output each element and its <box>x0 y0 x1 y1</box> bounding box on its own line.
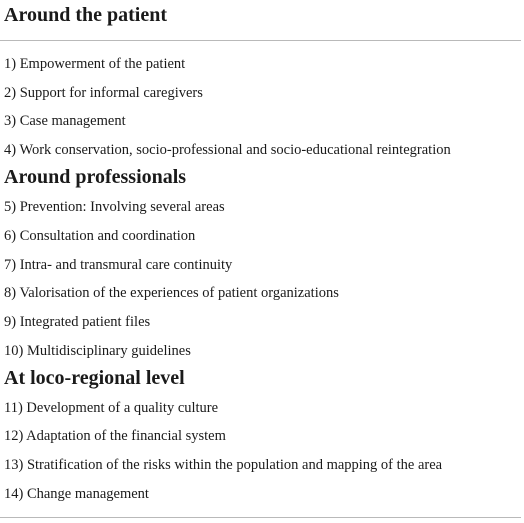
list-item: 11) Development of a quality culture <box>4 400 219 416</box>
bottom-rule <box>0 517 521 518</box>
list-item: 13) Stratification of the risks within the population and mapping of the area <box>4 457 443 473</box>
list-item: 1) Empowerment of the patient <box>4 56 186 72</box>
list-item: 8) Valorisation of the experiences of patient organizations <box>4 285 339 301</box>
section-heading-around-professionals: Around professionals <box>4 166 187 188</box>
list-item: 7) Intra- and transmural care continuity <box>4 257 233 273</box>
list-item: 2) Support for informal caregivers <box>4 85 203 101</box>
section-heading-around-patient: Around the patient <box>4 4 167 26</box>
list-item: 9) Integrated patient files <box>4 314 151 330</box>
list-item: 14) Change management <box>4 486 149 502</box>
top-rule <box>0 40 521 41</box>
list-item: 12) Adaptation of the financial system <box>4 428 226 444</box>
list-item: 6) Consultation and coordination <box>4 228 196 244</box>
section-heading-loco-regional: At loco-regional level <box>4 367 185 389</box>
list-item: 5) Prevention: Involving several areas <box>4 199 225 215</box>
list-item: 4) Work conservation, socio-professional and socio-educational reintegration <box>4 142 451 158</box>
list-item: 3) Case management <box>4 113 126 129</box>
list-item: 10) Multidisciplinary guidelines <box>4 343 191 359</box>
